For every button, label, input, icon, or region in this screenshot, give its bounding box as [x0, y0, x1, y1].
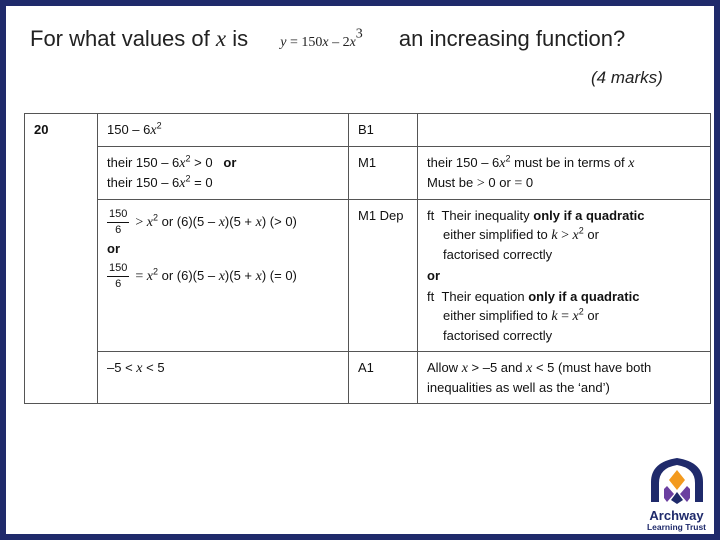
mark-cell: B1	[349, 114, 418, 147]
comment-cell: their $150 - 6x^2$ must be in terms of x Must be > 0 or = 0	[418, 147, 711, 200]
mark-scheme-table	[24, 113, 711, 404]
fraction: $\frac{150}{6}$	[109, 208, 128, 236]
comment-cell: ft Their inequality only if a quadratic either simplified to $k > x^2$ or factorised correctly or ft Their equation only if a quadratic either simplified to $k = x^2$ or factorised correctly	[418, 200, 711, 352]
table-row	[25, 352, 711, 404]
question-text: For what values of x is $y = 150x - 2x^3$ an increasing function?	[30, 26, 626, 51]
question-number: 20	[25, 114, 98, 404]
answer-cell: $\frac{150}{6}$ > $x^2$ or (6)(5 – x)(5 + x) (> 0) or $\frac{150}{6}$ = $x^2$ or (6)(5 – x)(5 + x) (= 0)	[98, 200, 349, 352]
archway-arch-icon	[647, 456, 707, 504]
answer-cell: their $150 - 6x^2 > 0$ or their $150 - 6x^2 = 0$	[98, 147, 349, 200]
question-marks: (4 marks)	[591, 68, 663, 87]
table-row	[25, 114, 711, 147]
fraction: $\frac{150}{6}$	[109, 262, 128, 290]
logo-subtitle: Learning Trust	[646, 522, 707, 532]
mark-cell: M1 Dep	[349, 200, 418, 352]
comment-cell	[418, 114, 711, 147]
archway-logo	[639, 456, 714, 534]
table-row	[25, 200, 711, 352]
logo-title: Archway	[649, 508, 704, 523]
comment-cell: Allow x > –5 and x < 5 (must have both inequalities as well as the ‘and’)	[418, 352, 711, 404]
question-variable: x	[215, 26, 227, 51]
table-row	[25, 147, 711, 200]
slide	[6, 6, 714, 534]
mark-cell: A1	[349, 352, 418, 404]
mark-cell: M1	[349, 147, 418, 200]
question-equation: $y = 150x - 2x^3$	[280, 26, 363, 50]
answer-cell: –5 < x < 5	[98, 352, 349, 404]
answer-cell: $150 - 6x^2$	[98, 114, 349, 147]
